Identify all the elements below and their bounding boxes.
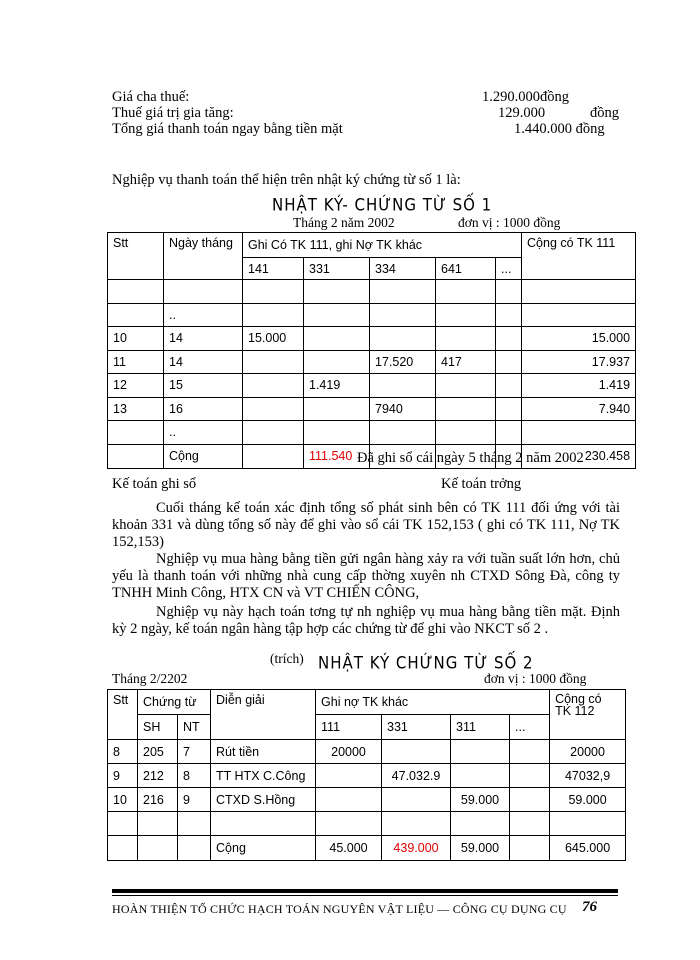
journal2-row [108,764,626,788]
journal1-cell-total [522,421,636,445]
journal2-acct-111: 111 [316,715,382,740]
journal2-cell-cx [510,812,550,836]
journal2-total-row [108,836,626,861]
journal1-cell-c141 [243,374,304,398]
journal2-table [107,689,626,861]
journal1-cell-c334 [370,327,436,351]
journal1-cell-total: 15.000 [522,327,636,351]
journal1-cell-c334: 17.520 [370,350,436,374]
journal1-cell-c641: 417 [436,350,496,374]
journal1-cell-total: 17.937 [522,350,636,374]
page-number: 76 [582,899,597,915]
journal1-cell-stt: 10 [108,327,164,351]
journal2-cell-stt: 9 [108,764,138,788]
journal2-cell-sh: 212 [138,764,178,788]
journal1-total-sum: 230.458 [522,444,636,468]
summary-value-3: 1.440.000 đồng [514,121,605,137]
journal1-unit: đơn vị : 1000 đồng [458,215,561,230]
journal1-acct-331: 331 [304,258,370,280]
journal2-acct-more: ... [510,715,550,740]
journal1-cell-c141 [243,303,304,327]
journal2-cell-sh [138,812,178,836]
journal2-cell-total: 47032,9 [550,764,626,788]
journal2-cell-stt [108,812,138,836]
journal1-cell-stt [108,280,164,304]
paragraph-2: Nghiệp vụ mua hàng bằng tiền gửi ngân hàng xảy ra với tuần suất lớn hơn, chủ yếu là thanh toán với những nhà cung cấp thờng xuyên nh CTXD Sông Đà, công ty TNHH Minh Công, HTX CN và VT CHIẾN CÔNG, [112,551,620,601]
journal1-cell-total [522,280,636,304]
journal2-cell-c311: 59.000 [451,788,510,812]
journal1-cell-c641 [436,421,496,445]
signature-right: Kế toán trởng [441,476,522,492]
posted-note: Đã ghi sổ cái ngày 5 tháng 2 năm 2002 [357,450,584,466]
journal2-cell-nt [178,812,211,836]
journal2-cell-c331 [382,812,451,836]
journal1-cell-stt [108,421,164,445]
journal1-cell-c141 [243,397,304,421]
journal1-cell-c641 [436,397,496,421]
journal1-cell-date: 16 [164,397,243,421]
journal1-cell-date: .. [164,421,243,445]
journal2-body [108,740,626,836]
journal1-cell-c641 [436,327,496,351]
journal2-total-331: 439.000 [382,836,451,861]
journal1-month: Tháng 2 năm 2002 [293,215,395,230]
journal2-cell-desc: CTXD S.Hồng [211,788,316,812]
journal1-cell-total: 1.419 [522,374,636,398]
journal2-total-label: Cộng [211,836,316,861]
journal1-cell-cx [496,374,522,398]
journal1-cell-c331: 1.419 [304,374,370,398]
journal1-body [108,280,636,445]
journal1-cell-stt: 11 [108,350,164,374]
paragraph-3: Nghiệp vụ này hạch toán tơng tự nh nghiệp vụ mua hàng bằng tiền mặt. Định kỳ 2 ngày, kế toán ngân hàng tập hợp các chứng từ để ghi vào NKCT số 2 . [112,604,620,637]
journal2-cell-cx [510,764,550,788]
journal2-cell-cx [510,788,550,812]
journal2-acct-331: 331 [382,715,451,740]
journal1-header-row [108,233,636,258]
footer-text: HOÀN THIỆN TỔ CHỨC HẠCH TOÁN NGUYÊN VẬT LIỆU — CÔNG CỤ DỤNG CỤ [112,902,567,916]
journal2-cell-sh: 216 [138,788,178,812]
journal2-cell-c331: 47.032.9 [382,764,451,788]
paragraph-1: Cuối tháng kế toán xác định tổng số phát sinh bên có TK 111 đối ứng với tài khoản 331 và dùng tổng số này để ghi vào sổ cái TK 152,153 ( ghi có TK 111, Nợ TK 152,153) [112,500,620,550]
journal2-cell-nt: 8 [178,764,211,788]
journal2-cell-c331 [382,740,451,764]
journal1-cell-c141: 15.000 [243,327,304,351]
journal1-cell-c331 [304,421,370,445]
journal1-cell-date: .. [164,303,243,327]
journal1-total-label: Cộng [164,444,243,468]
journal1-cell-c641 [436,374,496,398]
journal2-acct-311: 311 [451,715,510,740]
journal1-cell-stt: 12 [108,374,164,398]
journal1-header-total: Cộng có TK 111 [522,233,636,280]
journal2-cell-c311 [451,740,510,764]
signature-left: Kế toán ghi sổ [112,476,197,492]
journal2-cell-total [550,812,626,836]
summary-value-2: 129.000 [498,105,546,121]
journal2-row [108,812,626,836]
journal1-cell-c141 [243,421,304,445]
journal2-cell-c111 [316,812,382,836]
journal1-cell-stt [108,303,164,327]
journal1-cell-c334 [370,421,436,445]
journal2-subheader-row [108,715,626,740]
journal1-cell-total [522,303,636,327]
journal1-cell-cx [496,303,522,327]
journal1-cell-date: 14 [164,350,243,374]
journal1-header-group: Ghi Có TK 111, ghi Nợ TK khác [243,233,522,258]
journal2-cell-c311 [451,812,510,836]
journal1-cell-c334 [370,374,436,398]
journal1-header-date: Ngày tháng [164,233,243,280]
journal1-cell-c331 [304,280,370,304]
journal2-cell-c331 [382,788,451,812]
journal2-title: NHẬT KÝ CHỨNG TỪ SỐ 2 [318,652,534,674]
journal1-cell-c334 [370,280,436,304]
summary-label-1: Giá cha thuế: [112,89,190,105]
journal2-header-sh: SH [138,715,178,740]
journal1-cell-c331 [304,350,370,374]
journal2-cell-c111 [316,788,382,812]
journal1-cell-cx [496,280,522,304]
journal1-acct-141: 141 [243,258,304,280]
journal2-header-group: Ghi nợ TK khác [316,690,550,715]
journal1-cell-c331 [304,327,370,351]
journal2-cell-nt: 7 [178,740,211,764]
journal2-header-desc: Diễn giải [211,690,316,740]
journal2-cell-cx [510,740,550,764]
journal1-cell-c141 [243,350,304,374]
journal1-acct-more: ... [496,258,522,280]
journal1-cell-c334 [370,303,436,327]
journal1-total-331: 111.540 [304,444,370,468]
journal1-acct-334: 334 [370,258,436,280]
journal2-month: Tháng 2/2202 [112,671,188,686]
journal2-unit: đơn vị : 1000 đồng [484,671,587,686]
journal1-cell-c331 [304,303,370,327]
journal2-cell-desc: Rút tiền [211,740,316,764]
journal1-cell-date: 14 [164,327,243,351]
journal1-row [108,303,636,327]
journal1-acct-641: 641 [436,258,496,280]
journal2-cell-desc [211,812,316,836]
journal2-header-total: Cộng có TK 112 [550,690,626,740]
journal1-cell-c641 [436,303,496,327]
journal2-total-311: 59.000 [451,836,510,861]
journal2-cell-sh: 205 [138,740,178,764]
journal2-cell-desc: TT HTX C.Công [211,764,316,788]
journal2-cell-stt: 8 [108,740,138,764]
journal1-row [108,374,636,398]
journal1-cell-cx [496,397,522,421]
journal1-cell-cx [496,350,522,374]
journal2-cell-total: 20000 [550,740,626,764]
journal1-cell-stt: 13 [108,397,164,421]
journal1-table [107,232,636,469]
journal1-cell-date [164,280,243,304]
journal1-row [108,350,636,374]
journal2-row [108,788,626,812]
journal2-cell-stt: 10 [108,788,138,812]
intro-text: Nghiệp vụ thanh toán thể hiện trên nhật ký chứng từ số 1 là: [112,172,461,188]
journal1-cell-cx [496,421,522,445]
journal1-cell-c334: 7940 [370,397,436,421]
journal1-cell-cx [496,327,522,351]
journal2-header-row [108,690,626,715]
summary-label-2: Thuế giá trị gia tăng: [112,105,234,121]
journal1-title: NHẬT KÝ- CHỨNG TỪ SỐ 1 [272,194,493,216]
footer-rule-thin [112,895,618,896]
journal2-header-stt: Stt [108,690,138,740]
journal2-header-nt: NT [178,715,211,740]
journal2-cell-c311 [451,764,510,788]
journal2-cell-c111 [316,764,382,788]
journal2-row [108,740,626,764]
summary-label-3: Tổng giá thanh toán ngay bằng tiền mặt [112,121,343,137]
journal2-cell-total: 59.000 [550,788,626,812]
journal2-header-voucher: Chứng từ [138,690,211,715]
journal2-prefix: (trích) [270,651,304,666]
journal1-cell-c641 [436,280,496,304]
journal2-total-sum: 645.000 [550,836,626,861]
journal1-cell-date: 15 [164,374,243,398]
journal2-cell-c111: 20000 [316,740,382,764]
journal1-row [108,327,636,351]
journal1-cell-c331 [304,397,370,421]
summary-unit-2: đồng [590,105,619,121]
journal2-total-111: 45.000 [316,836,382,861]
journal1-cell-total: 7.940 [522,397,636,421]
footer-rule-thick [112,889,618,893]
journal1-row [108,280,636,304]
summary-value-1: 1.290.000đồng [482,89,569,105]
journal1-row [108,421,636,445]
journal1-row [108,397,636,421]
journal1-header-stt: Stt [108,233,164,280]
journal2-cell-nt: 9 [178,788,211,812]
journal1-cell-c141 [243,280,304,304]
